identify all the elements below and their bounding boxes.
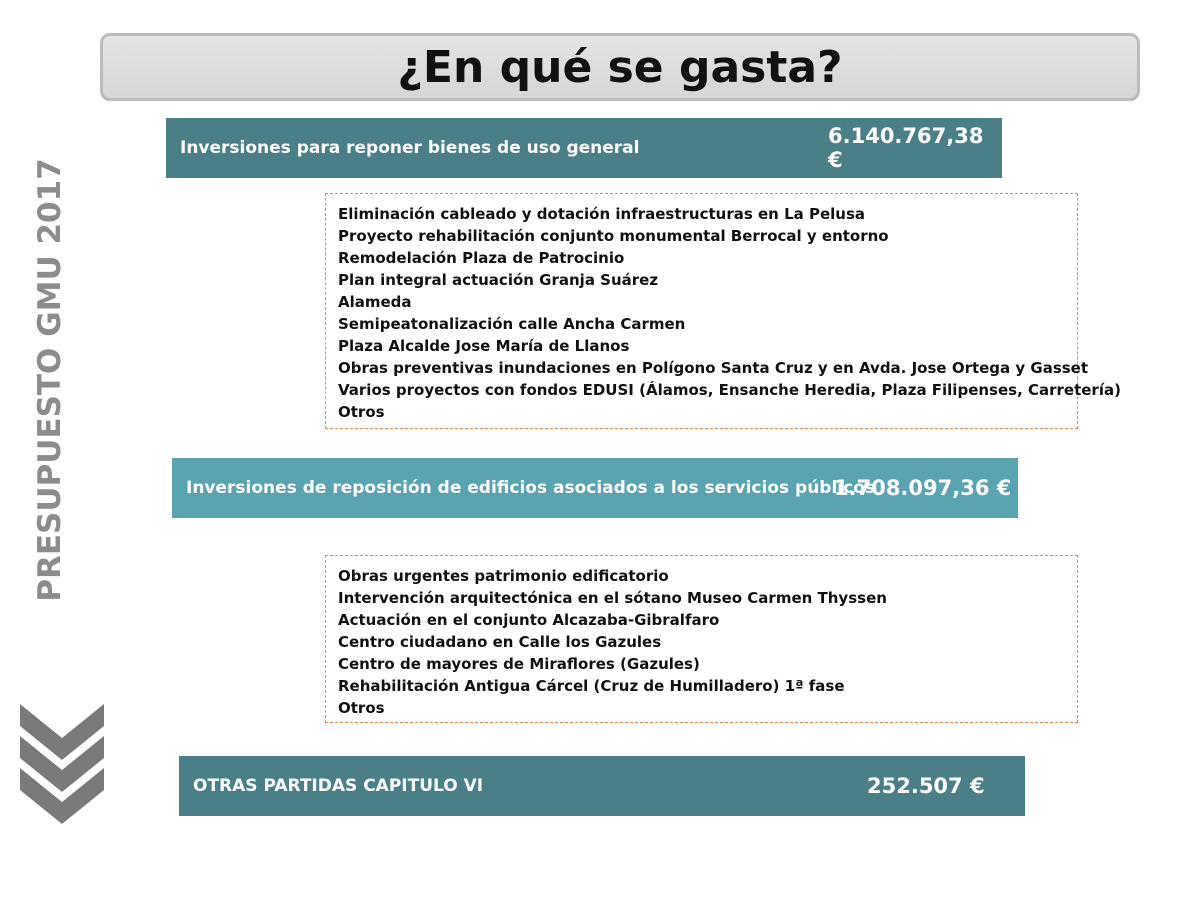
list-item: Plaza Alcalde Jose María de Llanos <box>338 337 630 355</box>
title-banner <box>100 33 1140 101</box>
section-amount: 252.507 € <box>867 774 985 798</box>
list-item: Centro ciudadano en Calle los Gazules <box>338 633 662 651</box>
list-item: Alameda <box>338 293 412 311</box>
page-title: ¿En qué se gasta? <box>397 41 843 93</box>
list-item: Obras preventivas inundaciones en Polígono Santa Cruz y en Avda. Jose Ortega y Gasset <box>338 359 1089 377</box>
list-item: Otros <box>338 403 385 421</box>
list-item: Intervención arquitectónica en el sótano Museo Carmen Thyssen <box>338 589 887 607</box>
list-item: Obras urgentes patrimonio edificatorio <box>338 567 669 585</box>
side-label-text: PRESUPUESTO GMU 2017 <box>32 158 68 602</box>
list-item: Varios proyectos con fondos EDUSI (Álamos, Ensanche Heredia, Plaza Filipenses, Carretería) <box>338 381 1121 399</box>
list-item: Rehabilitación Antigua Cárcel (Cruz de Humilladero) 1ª fase <box>338 677 845 695</box>
section-amount: 6.140.767,38 € <box>828 124 984 172</box>
section-header-public-buildings <box>172 458 1018 518</box>
section-label: Inversiones para reponer bienes de uso general <box>180 138 640 158</box>
chevron-down-icon <box>20 704 104 826</box>
items-box-general-assets <box>325 193 1121 429</box>
section-label: Inversiones de reposición de edificios asociados a los servicios públicos <box>186 478 876 498</box>
list-item: Actuación en el conjunto Alcazaba-Gibralfaro <box>338 611 720 629</box>
list-item: Otros <box>338 699 385 717</box>
side-label <box>10 160 90 600</box>
section-label: OTRAS PARTIDAS CAPITULO VI <box>193 776 484 796</box>
list-item: Semipeatonalización calle Ancha Carmen <box>338 315 686 333</box>
list-item: Eliminación cableado y dotación infraestructuras en La Pelusa <box>338 205 866 223</box>
list-item: Plan integral actuación Granja Suárez <box>338 271 659 289</box>
section-amount: 1.708.097,36 € <box>834 476 1012 500</box>
list-item: Proyecto rehabilitación conjunto monumental Berrocal y entorno <box>338 227 889 245</box>
list-item: Centro de mayores de Miraflores (Gazules) <box>338 655 700 673</box>
list-item: Remodelación Plaza de Patrocinio <box>338 249 625 267</box>
section-header-other-items <box>179 756 1025 816</box>
items-box-public-buildings <box>325 555 1078 723</box>
section-header-general-assets <box>166 118 1002 178</box>
